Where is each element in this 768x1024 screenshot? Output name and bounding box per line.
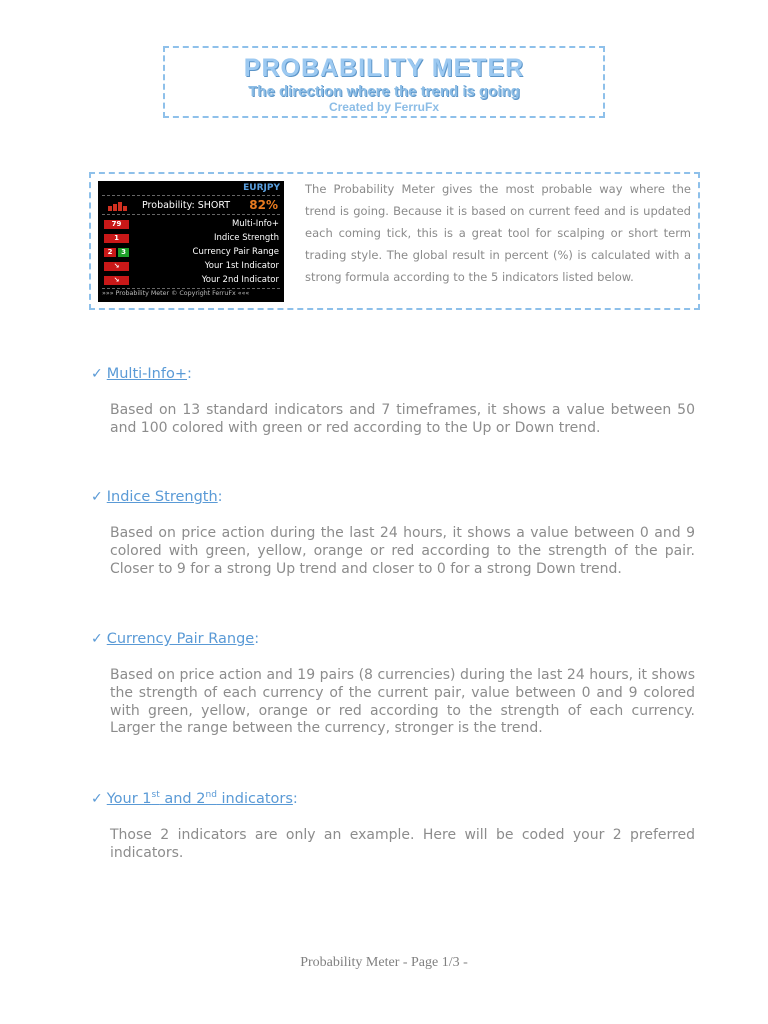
meter-row-label: Indice Strength xyxy=(213,233,279,243)
meter-badge: 2 xyxy=(104,248,116,257)
colon: : xyxy=(217,489,223,505)
section-title-link[interactable]: Multi-Info+ xyxy=(106,366,188,382)
meter-row-label: Your 2nd Indicator xyxy=(201,275,279,285)
meter-row xyxy=(104,275,279,286)
checkmark-icon: ✓ xyxy=(91,489,103,505)
meter-row-label: Multi-Info+ xyxy=(231,219,279,229)
meter-badge: ↘ xyxy=(104,262,129,271)
meter-badge: 79 xyxy=(104,220,129,229)
section-title-link[interactable]: Indice Strength xyxy=(106,489,218,505)
colon: : xyxy=(187,366,192,382)
meter-divider xyxy=(102,214,280,215)
section-body: Based on price action during the last 24 hours, it shows a value between 0 and 9 colored with green, yellow, orange or red according to the strength of the pair. Closer to 9 for a strong Up trend and closer to 0 for a strong Down trend. xyxy=(110,525,695,577)
section-heading xyxy=(91,489,223,505)
section-body: Based on 13 standard indicators and 7 timeframes, it shows a value between 50 and 100 colored with green or red according to the Up or Down trend. xyxy=(110,402,695,436)
section-heading xyxy=(91,790,298,807)
meter-divider xyxy=(102,288,280,289)
meter-badge: 3 xyxy=(118,248,129,257)
document-title: PROBABILITY METER xyxy=(243,54,525,82)
meter-row xyxy=(104,261,279,272)
checkmark-icon: ✓ xyxy=(91,790,103,807)
meter-pair: EURJPY xyxy=(243,183,280,193)
meter-row xyxy=(104,219,279,230)
section-title-link[interactable]: Your 1st and 2nd indicators xyxy=(106,790,293,807)
meter-divider xyxy=(102,195,280,196)
colon: : xyxy=(254,631,260,647)
meter-row xyxy=(104,247,279,258)
meter-bars-icon xyxy=(108,200,130,211)
meter-row-label: Currency Pair Range xyxy=(192,247,279,257)
meter-probability-label: Probability: SHORT xyxy=(142,200,231,211)
meter-badge: ↘ xyxy=(104,276,129,285)
section-body: Those 2 indicators are only an example. Here will be coded your 2 preferred indicators. xyxy=(110,827,695,861)
meter-footer: »»» Probability Meter © Copyright FerruFx ««« xyxy=(102,290,250,297)
document-credit: Created by FerruFx xyxy=(328,100,440,114)
checkmark-icon: ✓ xyxy=(91,631,103,647)
intro-paragraph: The Probability Meter gives the most probable way where the trend is going. Because it is based on current feed and is updated each coming tick, this is a great tool for scalping or short term trading style. The global result in percent (%) is calculated with a strong formula according to the 5 indicators listed below. xyxy=(305,182,691,284)
section-body: Based on price action and 19 pairs (8 currencies) during the last 24 hours, it shows the strength of each currency of the current pair, value between 0 and 9 colored with green, yellow, orange or red according to the strength of each currency. Larger the range between the currency, stronger is the trend. xyxy=(110,667,695,737)
probability-meter-widget xyxy=(98,181,284,302)
meter-probability-value: 82% xyxy=(249,198,278,212)
checkmark-icon: ✓ xyxy=(91,366,103,382)
meter-badge: 1 xyxy=(104,234,129,243)
section-title-link[interactable]: Currency Pair Range xyxy=(106,631,255,647)
section-heading xyxy=(91,366,192,382)
title-box xyxy=(163,46,605,118)
section-heading xyxy=(91,631,259,647)
colon: : xyxy=(292,790,298,807)
meter-row-label: Your 1st Indicator xyxy=(204,261,279,271)
page-footer: Probability Meter - Page 1/3 - xyxy=(300,955,468,970)
meter-row xyxy=(104,233,279,244)
document-subtitle: The direction where the trend is going xyxy=(248,83,520,100)
intro-box xyxy=(89,172,700,310)
